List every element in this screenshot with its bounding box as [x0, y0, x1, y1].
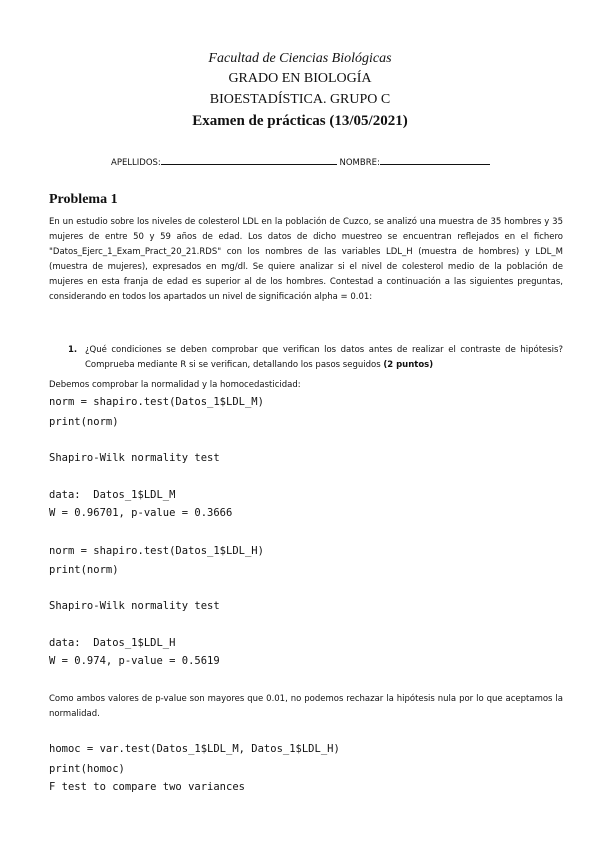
problem-title: Problema 1: [49, 192, 118, 207]
code-line: norm = shapiro.test(Datos_1$LDL_H): [49, 545, 264, 557]
code-line: W = 0.974, p-value = 0.5619: [49, 655, 220, 667]
problem-intro: En un estudio sobre los niveles de colesterol LDL en la población de Cuzco, se analizó una muestra de 35 hombres y 35 mujeres de entre 50 y 59 años de edad. Los datos de dicho muestreo se encuentran reflejados en el fichero "Datos_Ejerc_1_Exam_Pract_20_21.RDS" con los nombres de las variables LDL_H (muestra de hombres) y LDL_M (muestra de mujeres), expresados en mg/dl. Se quiere analizar si el nivel de colesterol medio de la población de mujeres en esta franja de edad es superior al de los hombres. Contestad a continuación a las siguientes preguntas, considerando en todos los apartados un nivel de significación alpha = 0.01:: [49, 217, 563, 302]
code-line: print(norm): [49, 564, 119, 576]
name-label: NOMBRE:: [339, 158, 380, 168]
code-line: homoc = var.test(Datos_1$LDL_M, Datos_1$LDL_H): [49, 743, 340, 755]
answer-conclusion: Como ambos valores de p-value son mayores que 0.01, no podemos rechazar la hipótesis nula por lo que aceptamos la normalidad.: [49, 694, 563, 719]
surname-line: [161, 155, 337, 165]
question-points: (2 puntos): [383, 360, 434, 370]
answer-intro: Debemos comprobar la normalidad y la homocedasticidad:: [49, 380, 301, 390]
name-line: [380, 155, 490, 165]
code-line: norm = shapiro.test(Datos_1$LDL_M): [49, 396, 264, 408]
code-line: data: Datos_1$LDL_M: [49, 489, 176, 501]
student-fields: [111, 155, 490, 168]
question-text: ¿Qué condiciones se deben comprobar que verifican los datos antes de realizar el contraste de hipótesis? Comprueba mediante R si se verifican, detallando los pasos seguidos: [85, 345, 563, 370]
exam-title: Examen de prácticas (13/05/2021): [192, 113, 408, 129]
code-line: Shapiro-Wilk normality test: [49, 452, 220, 464]
code-line: print(homoc): [49, 763, 125, 775]
code-line: print(norm): [49, 416, 119, 428]
course-name: BIOESTADÍSTICA. GRUPO C: [209, 92, 391, 107]
degree-name: GRADO EN BIOLOGÍA: [228, 71, 372, 86]
surname-label: APELLIDOS:: [111, 158, 161, 168]
question-number: 1.: [68, 345, 78, 355]
code-line: data: Datos_1$LDL_H: [49, 637, 176, 649]
faculty-name: Facultad de Ciencias Biológicas: [208, 51, 392, 66]
code-line: W = 0.96701, p-value = 0.3666: [49, 507, 233, 519]
code-line: Shapiro-Wilk normality test: [49, 600, 220, 612]
question-1: [68, 343, 563, 373]
code-line: F test to compare two variances: [49, 781, 245, 793]
